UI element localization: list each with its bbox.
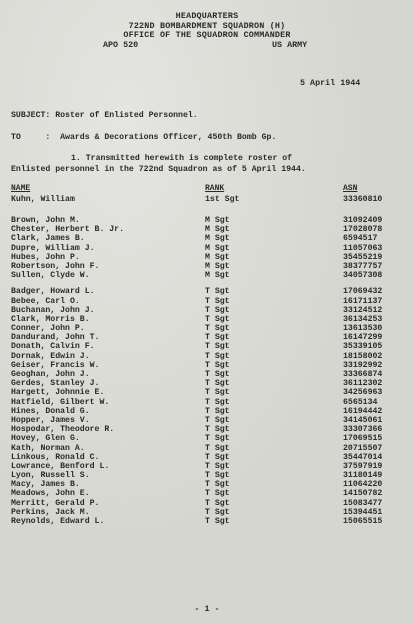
roster-rank: T Sgt [205,342,230,352]
roster-row [0,462,414,471]
roster-rank: M Sgt [205,234,230,244]
roster-rank: T Sgt [205,489,230,499]
roster-rank: T Sgt [205,498,230,508]
first-entry-name: Kuhn, William [11,195,75,204]
roster-rank: T Sgt [205,507,230,517]
roster-name: Linkous, Ronald C. [11,452,100,462]
roster-row [0,315,414,324]
roster-asn: 34145061 [343,415,383,425]
roster-asn: 33307366 [343,425,383,435]
roster-name: Merritt, Gerald P. [11,498,100,508]
column-header-rank: RANK [205,184,225,193]
roster-name: Clark, James B. [11,234,85,244]
roster-name: Kath, Norman A. [11,443,85,453]
roster-rank: T Sgt [205,480,230,490]
roster-asn: 38377757 [343,261,383,271]
roster-row [0,434,414,443]
roster-asn: 31180149 [343,471,383,481]
roster-asn: 35447014 [343,452,383,462]
roster-rank: T Sgt [205,360,230,370]
roster-rank: T Sgt [205,443,230,453]
roster-asn: 16171137 [343,296,383,306]
roster-row [0,216,414,225]
roster-name: Reynolds, Edward L. [11,517,105,526]
roster-rank: T Sgt [205,351,230,361]
roster-asn: 16147299 [343,333,383,343]
roster-asn: 11064220 [343,480,383,490]
roster-row [0,225,414,234]
roster-asn: 15065515 [343,517,383,526]
roster-rank: M Sgt [205,216,230,225]
roster-asn: 35339105 [343,342,383,352]
roster-rank: T Sgt [205,425,230,435]
roster-asn: 17069515 [343,434,383,444]
roster-asn: 16194442 [343,406,383,416]
roster-row [0,361,414,370]
roster-name: Chester, Herbert B. Jr. [11,225,125,235]
roster-row [0,370,414,379]
roster-row [0,297,414,306]
headquarters-line: HEADQUARTERS [175,11,239,21]
roster-asn: 15083477 [343,498,383,508]
roster-name: Lowrance, Benford L. [11,461,110,471]
roster-name: Hopper, James V. [11,415,90,425]
roster-name: Bebee, Carl O. [11,296,80,306]
roster-rank: T Sgt [205,305,230,315]
letterhead [0,11,414,50]
roster-rank: T Sgt [205,452,230,462]
roster-rank: M Sgt [205,261,230,271]
roster-rank: T Sgt [205,287,230,297]
roster-name: Clark, Morris B. [11,314,90,324]
roster-rank: T Sgt [205,434,230,444]
roster-name: Macy, James B. [11,480,80,490]
roster-row [0,352,414,361]
roster-row [0,489,414,498]
roster-row [0,471,414,480]
roster-name: Meadows, John E. [11,489,90,499]
roster-name: Badger, Howard L. [11,287,95,297]
roster-name: Geiser, Francis W. [11,360,100,370]
roster-name: Gerdes, Stanley J. [11,379,100,389]
roster-asn: 14150782 [343,489,383,499]
roster-row [0,517,414,526]
roster-row [0,444,414,453]
roster-rank: T Sgt [205,517,230,526]
roster-asn: 6565134 [343,397,378,407]
first-entry-rank: 1st Sgt [205,195,240,204]
roster-row [0,425,414,434]
roster-rank: T Sgt [205,324,230,334]
roster-rank: M Sgt [205,252,230,262]
to-line: TO : Awards & Decorations Officer, 450th Bomb Gp. [11,133,277,142]
roster-name: Perkins, Jack M. [11,507,90,517]
roster-name: Dandurand, John T. [11,333,100,343]
roster-asn: 15394451 [343,507,383,517]
roster-asn: 18158002 [343,351,383,361]
roster-name: Hubes, John P. [11,252,80,262]
office-line: OFFICE OF THE SQUADRON COMMANDER [123,30,291,41]
roster-name: Hovey, Glen G. [11,434,80,444]
column-header-asn: ASN [343,184,358,193]
document-date: 5 April 1944 [300,78,361,88]
paragraph-line-1: 1. Transmitted herewith is complete roster of [71,154,293,163]
squadron-line: 722ND BOMBARDMENT SQUADRON (H) [128,20,286,31]
roster-rank: M Sgt [205,225,230,235]
roster-asn: 6594517 [343,234,378,244]
roster-rank: T Sgt [205,415,230,425]
transmittal-paragraph [11,153,411,175]
roster-rank: T Sgt [205,379,230,389]
roster-asn: 31092409 [343,216,383,225]
roster-name: Hines, Donald G. [11,406,90,416]
roster-asn: 37597919 [343,461,383,471]
page-number: - 1 - [194,604,220,614]
roster-name: Buchanan, John J. [11,305,95,315]
roster-name: Lyon, Russell S. [11,471,90,481]
roster-asn: 33124512 [343,305,383,315]
roster-row [0,244,414,253]
roster-row [0,398,414,407]
roster-asn: 34057308 [343,271,383,281]
roster-name: Donath, Calvin F. [11,342,95,352]
roster-row [0,306,414,315]
roster-asn: 11057063 [343,243,383,253]
roster-row [0,287,414,296]
roster-asn: 17069432 [343,287,383,297]
roster-row [0,324,414,333]
column-header-name: NAME [11,184,31,193]
roster-asn: 17028078 [343,225,383,235]
roster-row [0,379,414,388]
roster-asn: 33192992 [343,360,383,370]
roster-name: Hospodar, Theodore R. [11,425,115,435]
roster-row [0,342,414,351]
roster-list [0,216,414,526]
roster-rank: T Sgt [205,314,230,324]
roster-row [0,262,414,271]
roster-name: Conner, John P. [11,324,85,334]
roster-rank: M Sgt [205,271,230,281]
roster-name: Brown, John M. [11,216,80,225]
roster-name: Hargett, Johnnie E. [11,388,105,398]
roster-rank: T Sgt [205,296,230,306]
roster-row [0,416,414,425]
roster-asn: 36134253 [343,314,383,324]
roster-row [0,453,414,462]
roster-asn: 13613530 [343,324,383,334]
roster-row [0,407,414,416]
roster-row [0,388,414,397]
roster-name: Robertson, John F. [11,261,100,271]
roster-rank: T Sgt [205,388,230,398]
roster-row [0,271,414,280]
roster-rank: T Sgt [205,471,230,481]
roster-asn: 35455219 [343,252,383,262]
roster-row [0,499,414,508]
roster-rank: T Sgt [205,333,230,343]
paragraph-line-2: Enlisted personnel in the 722nd Squadron as of 5 April 1944. [11,165,306,174]
roster-name: Geoghan, John J. [11,370,90,379]
roster-asn: 36112302 [343,379,383,389]
first-entry-asn: 33360810 [343,195,383,204]
roster-rank: T Sgt [205,406,230,416]
roster-row [0,253,414,262]
roster-rank: T Sgt [205,397,230,407]
roster-name: Sullen, Clyde W. [11,271,90,281]
roster-asn: 33366874 [343,370,383,379]
roster-name: Dornak, Edwin J. [11,351,90,361]
roster-asn: 34256963 [343,388,383,398]
roster-rank: T Sgt [205,461,230,471]
roster-row [0,234,414,243]
army-line: US ARMY [272,39,308,50]
apo-line: APO 520 [103,39,139,50]
roster-row [0,508,414,517]
roster-rank: T Sgt [205,370,230,379]
subject-line: SUBJECT: Roster of Enlisted Personnel. [11,111,198,120]
roster-name: Dupre, William J. [11,243,95,253]
roster-rank: M Sgt [205,243,230,253]
roster-name: Hatfield, Gilbert W. [11,397,110,407]
roster-asn: 20715507 [343,443,383,453]
